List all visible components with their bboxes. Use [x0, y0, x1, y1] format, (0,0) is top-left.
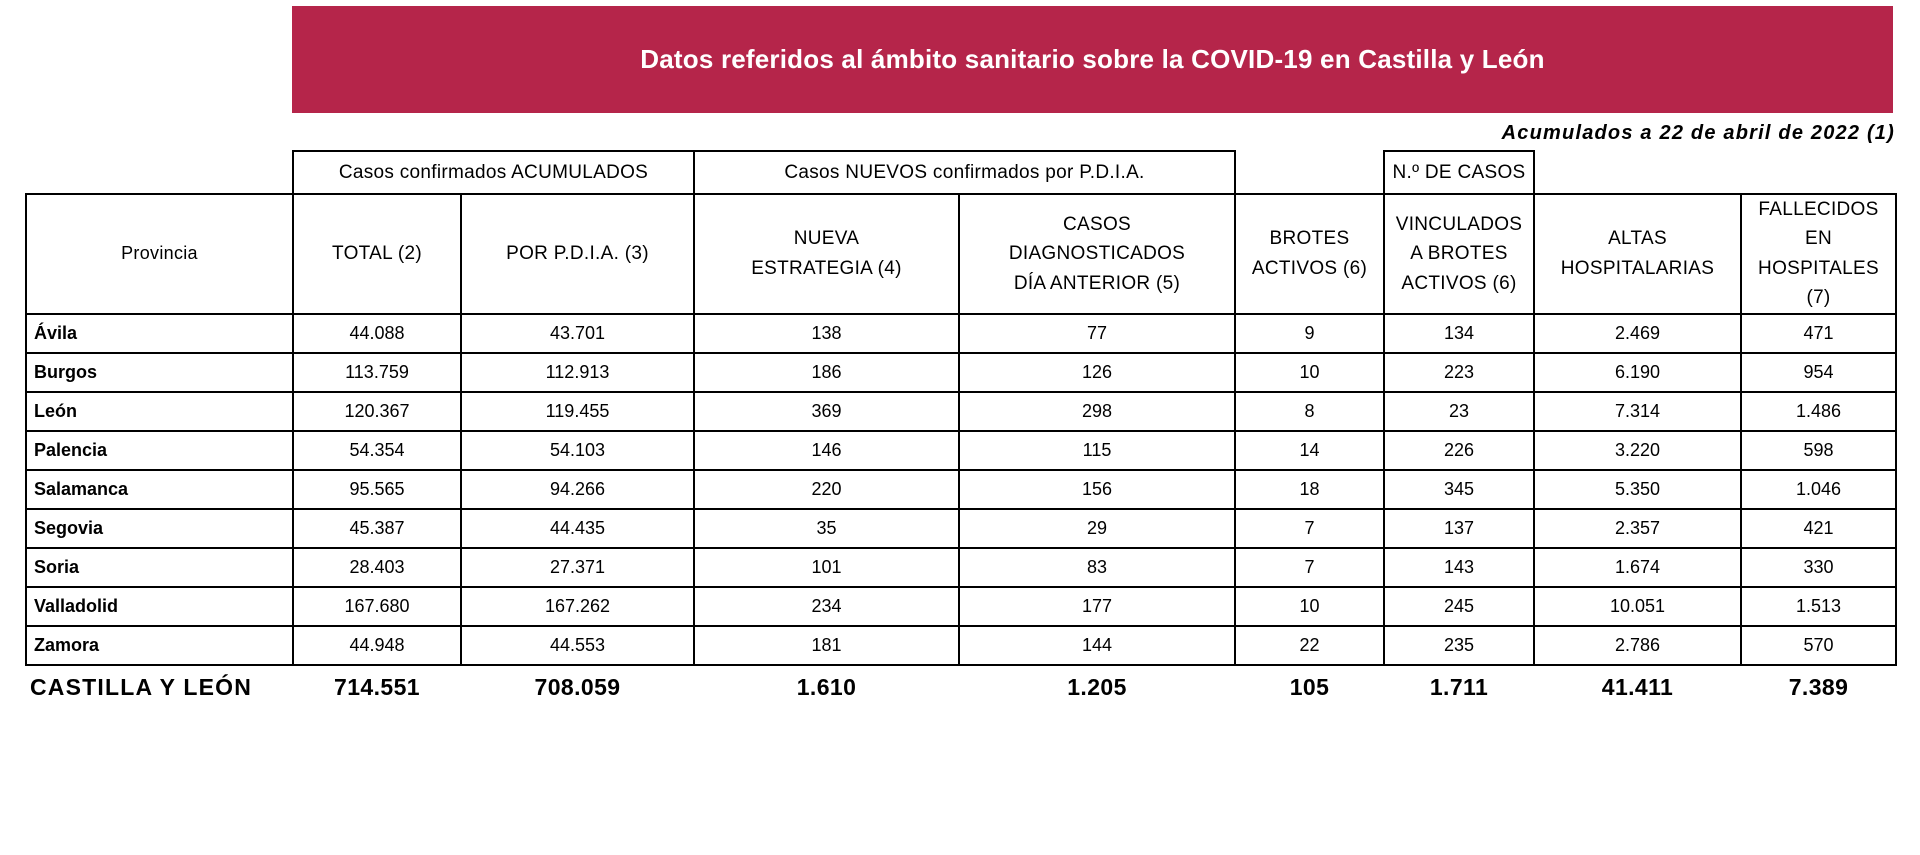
cell-nueva_estrategia: 35 [694, 509, 959, 548]
row-province-name: Burgos [26, 353, 293, 392]
table-row [26, 548, 1896, 587]
cell-por_pdia: 119.455 [461, 392, 694, 431]
cell-fallecidos: 1.046 [1741, 470, 1896, 509]
cell-vinculados: 245 [1384, 587, 1534, 626]
cell-nueva_estrategia: 101 [694, 548, 959, 587]
cell-vinculados: 223 [1384, 353, 1534, 392]
cell-brotes_activos: 10 [1235, 587, 1384, 626]
cell-por_pdia: 94.266 [461, 470, 694, 509]
cell-total: 28.403 [293, 548, 461, 587]
row-province-name: Zamora [26, 626, 293, 665]
column-header-nueva-estrategia: NUEVA ESTRATEGIA (4) [694, 194, 959, 314]
table-row [26, 353, 1896, 392]
cell-dia_anterior: 126 [959, 353, 1235, 392]
cell-altas: 2.357 [1534, 509, 1741, 548]
cell-brotes_activos: 7 [1235, 548, 1384, 587]
table-row [26, 314, 1896, 353]
row-province-name: Valladolid [26, 587, 293, 626]
cell-dia_anterior: 83 [959, 548, 1235, 587]
cell-fallecidos: 330 [1741, 548, 1896, 587]
cell-vinculados: 226 [1384, 431, 1534, 470]
cell-brotes_activos: 10 [1235, 353, 1384, 392]
column-header-total: TOTAL (2) [293, 194, 461, 314]
cell-dia_anterior: 298 [959, 392, 1235, 431]
cell-nueva_estrategia: 146 [694, 431, 959, 470]
cell-total: 44.088 [293, 314, 461, 353]
table-row [26, 392, 1896, 431]
cell-altas: 3.220 [1534, 431, 1741, 470]
row-province-name: León [26, 392, 293, 431]
cell-vinculados: 137 [1384, 509, 1534, 548]
cell-total: 44.948 [293, 626, 461, 665]
table-body [26, 314, 1896, 710]
cell-altas: 1.674 [1534, 548, 1741, 587]
group-header-empty-provincia [26, 151, 293, 194]
table-row [26, 509, 1896, 548]
cell-fallecidos: 1.513 [1741, 587, 1896, 626]
group-header-empty-altas [1534, 151, 1741, 194]
cell-altas: 5.350 [1534, 470, 1741, 509]
cell-altas: 2.469 [1534, 314, 1741, 353]
cell-altas: 10.051 [1534, 587, 1741, 626]
cell-fallecidos: 421 [1741, 509, 1896, 548]
row-province-name: Ávila [26, 314, 293, 353]
cell-nueva_estrategia: 181 [694, 626, 959, 665]
cell-por_pdia: 44.553 [461, 626, 694, 665]
cell-brotes_activos: 7 [1235, 509, 1384, 548]
table-row [26, 470, 1896, 509]
cell-dia_anterior: 29 [959, 509, 1235, 548]
column-header-vinculados-brotes: VINCULADOS A BROTES ACTIVOS (6) [1384, 194, 1534, 314]
cell-fallecidos: 1.486 [1741, 392, 1896, 431]
page-title: Datos referidos al ámbito sanitario sobre la COVID-19 en Castilla y León [640, 44, 1545, 74]
totals-row [26, 665, 1896, 710]
page-banner [292, 6, 1893, 113]
cell-altas: 7.314 [1534, 392, 1741, 431]
row-province-name: Palencia [26, 431, 293, 470]
cell-brotes_activos: 8 [1235, 392, 1384, 431]
cell-dia_anterior: 77 [959, 314, 1235, 353]
cell-por_pdia: 44.435 [461, 509, 694, 548]
cell-nueva_estrategia: 186 [694, 353, 959, 392]
group-header-row [26, 151, 1896, 194]
table-head [26, 151, 1896, 314]
cell-vinculados: 143 [1384, 548, 1534, 587]
totals-brotes_activos: 105 [1235, 665, 1384, 710]
cell-vinculados: 23 [1384, 392, 1534, 431]
group-header-empty-fallecidos [1741, 151, 1896, 194]
table-row [26, 626, 1896, 665]
cell-total: 120.367 [293, 392, 461, 431]
group-header-empty-brotes [1235, 151, 1384, 194]
cell-total: 54.354 [293, 431, 461, 470]
group-header-numero-casos: N.º DE CASOS [1384, 151, 1534, 194]
cell-por_pdia: 43.701 [461, 314, 694, 353]
column-header-fallecidos-hospitales: FALLECIDOS EN HOSPITALES (7) [1741, 194, 1896, 314]
totals-total: 714.551 [293, 665, 461, 710]
table-row [26, 431, 1896, 470]
cell-por_pdia: 112.913 [461, 353, 694, 392]
row-province-name: Soria [26, 548, 293, 587]
row-province-name: Segovia [26, 509, 293, 548]
cell-total: 167.680 [293, 587, 461, 626]
totals-fallecidos: 7.389 [1741, 665, 1896, 710]
cell-brotes_activos: 22 [1235, 626, 1384, 665]
cell-nueva_estrategia: 369 [694, 392, 959, 431]
cell-dia_anterior: 144 [959, 626, 1235, 665]
group-header-casos-acumulados: Casos confirmados ACUMULADOS [293, 151, 694, 194]
table-row [26, 587, 1896, 626]
covid-data-table [25, 150, 1897, 710]
cell-por_pdia: 54.103 [461, 431, 694, 470]
cell-dia_anterior: 115 [959, 431, 1235, 470]
cell-fallecidos: 598 [1741, 431, 1896, 470]
accumulated-date-label: Acumulados a 22 de abril de 2022 (1) [1501, 122, 1895, 144]
cell-vinculados: 235 [1384, 626, 1534, 665]
cell-nueva_estrategia: 138 [694, 314, 959, 353]
column-header-row [26, 194, 1896, 314]
cell-altas: 6.190 [1534, 353, 1741, 392]
totals-label: CASTILLA Y LEÓN [26, 665, 293, 710]
cell-total: 45.387 [293, 509, 461, 548]
totals-dia_anterior: 1.205 [959, 665, 1235, 710]
cell-total: 95.565 [293, 470, 461, 509]
cell-dia_anterior: 156 [959, 470, 1235, 509]
totals-nueva_estrategia: 1.610 [694, 665, 959, 710]
totals-por_pdia: 708.059 [461, 665, 694, 710]
row-province-name: Salamanca [26, 470, 293, 509]
cell-vinculados: 134 [1384, 314, 1534, 353]
column-header-provincia: Provincia [26, 194, 293, 314]
totals-vinculados: 1.711 [1384, 665, 1534, 710]
cell-por_pdia: 27.371 [461, 548, 694, 587]
cell-fallecidos: 471 [1741, 314, 1896, 353]
group-header-casos-nuevos: Casos NUEVOS confirmados por P.D.I.A. [694, 151, 1235, 194]
cell-brotes_activos: 18 [1235, 470, 1384, 509]
cell-brotes_activos: 9 [1235, 314, 1384, 353]
column-header-por-pdia: POR P.D.I.A. (3) [461, 194, 694, 314]
cell-fallecidos: 954 [1741, 353, 1896, 392]
cell-total: 113.759 [293, 353, 461, 392]
cell-nueva_estrategia: 220 [694, 470, 959, 509]
column-header-casos-dia-anterior: CASOS DIAGNOSTICADOS DÍA ANTERIOR (5) [959, 194, 1235, 314]
cell-brotes_activos: 14 [1235, 431, 1384, 470]
covid-data-table-wrapper [25, 150, 1895, 710]
cell-dia_anterior: 177 [959, 587, 1235, 626]
column-header-brotes-activos: BROTES ACTIVOS (6) [1235, 194, 1384, 314]
cell-vinculados: 345 [1384, 470, 1534, 509]
cell-por_pdia: 167.262 [461, 587, 694, 626]
cell-altas: 2.786 [1534, 626, 1741, 665]
cell-fallecidos: 570 [1741, 626, 1896, 665]
column-header-altas-hospitalarias: ALTAS HOSPITALARIAS [1534, 194, 1741, 314]
cell-nueva_estrategia: 234 [694, 587, 959, 626]
totals-altas: 41.411 [1534, 665, 1741, 710]
